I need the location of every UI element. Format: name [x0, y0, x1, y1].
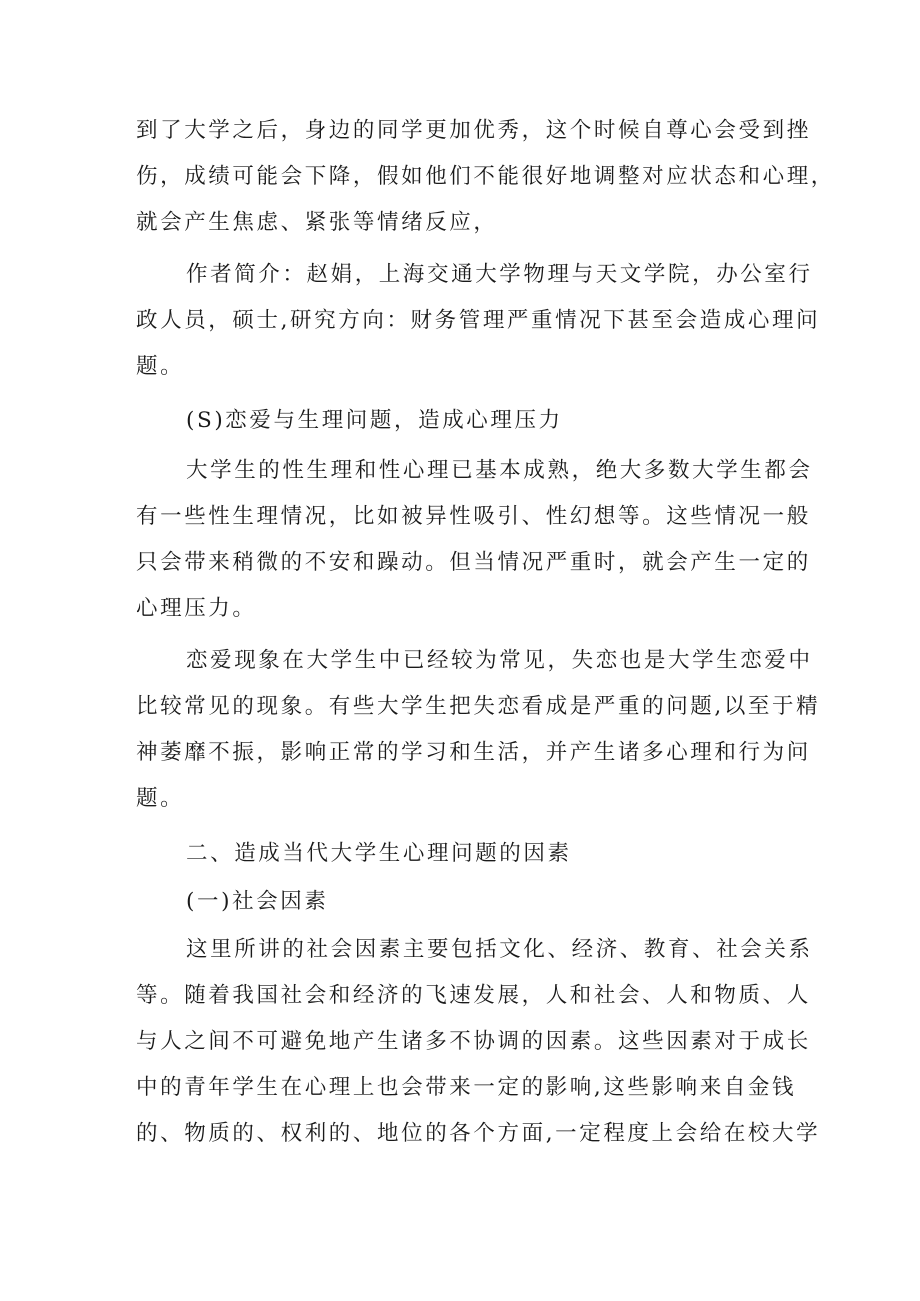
text-line: 与人之间不可避免地产生诸多不协调的因素。这些因素对于成长 [136, 1029, 811, 1054]
text-line: 就会产生焦虑、紧张等情绪反应， [136, 210, 498, 235]
text-line: 这里所讲的社会因素主要包括文化、经济、教育、社会关系 [186, 937, 813, 962]
text-line: 大学生的性生理和性心理已基本成熟，绝大多数大学生都会 [186, 458, 813, 483]
text-line: 二、造成当代大学生心理问题的因素 [186, 841, 572, 866]
text-line: 等。随着我国社会和经济的飞速发展，人和社会、人和物质、人 [136, 983, 811, 1008]
text-line: 比较常见的现象。有些大学生把失恋看成是严重的问题,以至于精 [136, 694, 821, 719]
text-line: 作者简介：赵娟，上海交通大学物理与天文学院，办公室行 [186, 262, 813, 287]
text-line: 政人员，硕士,研究方向：财务管理严重情况下甚至会造成心理问 [136, 308, 821, 333]
section-heading [136, 831, 786, 877]
text-line: (一)社会因素 [186, 889, 329, 914]
text-line: 题。 [136, 786, 185, 811]
text-line: 题。 [136, 354, 185, 379]
text-line: 有一些性生理情况，比如被异性吸引、性幻想等。这些情况一般 [136, 504, 811, 529]
text-line: 中的青年学生在心理上也会带来一定的影响,这些影响来自金钱 [136, 1075, 797, 1100]
text-line: 恋爱现象在大学生中已经较为常见，失恋也是大学生恋爱中 [186, 648, 813, 673]
paragraph-physiology [136, 448, 813, 632]
paragraph-love [136, 638, 821, 822]
paragraph-continuation [136, 108, 835, 246]
text-line: 心理压力。 [136, 596, 257, 621]
paragraph-social-factors [136, 927, 821, 1157]
subheading-social-factors [136, 879, 786, 925]
text-line: 神萎靡不振，影响正常的学习和生活，并产生诸多心理和行为问 [136, 740, 811, 765]
paragraph-author-intro [136, 252, 821, 390]
text-line: 伤，成绩可能会下降，假如他们不能很好地调整对应状态和心理， [136, 164, 835, 189]
text-line: 的、物质的、权利的、地位的各个方面,一定程度上会给在校大学 [136, 1121, 821, 1146]
text-line: (S)恋爱与生理问题，造成心理压力 [186, 408, 563, 433]
text-line: 只会带来稍微的不安和躁动。但当情况严重时，就会产生一定的 [136, 550, 811, 575]
text-line: 到了大学之后，身边的同学更加优秀，这个时候自尊心会受到挫 [136, 118, 811, 143]
subheading-love-physiology [136, 398, 786, 444]
